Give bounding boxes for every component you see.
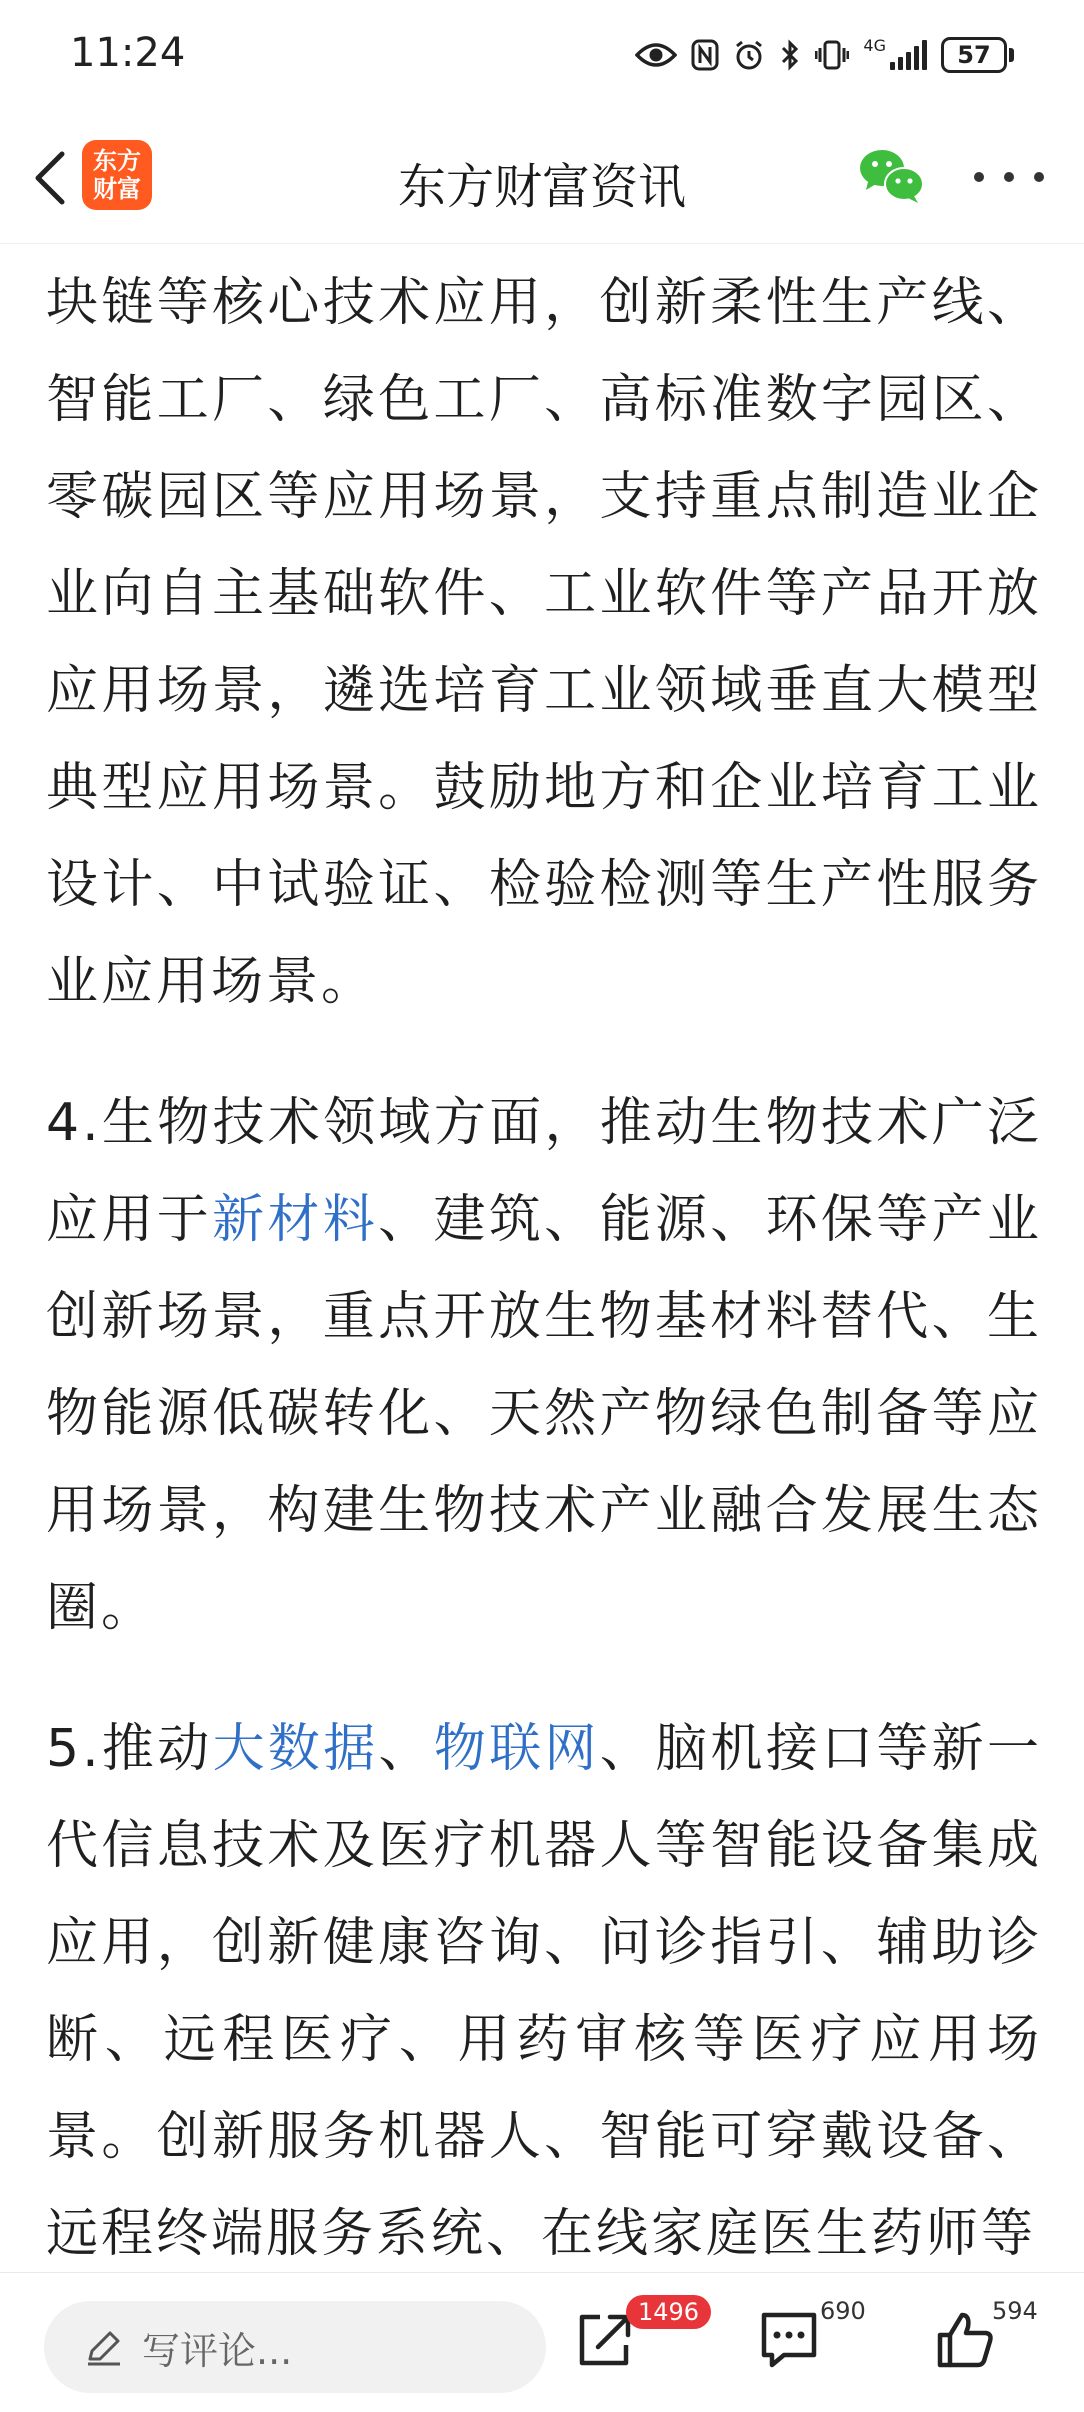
article-paragraph	[46, 1075, 1042, 1657]
paragraph-text: 、建筑、能源、环保等产业创新场景，重点开放生物基材料替代、生物能源低碳转化、天然产物绿色制备等应用场景，构建生物技术产业融合发展生态圈。	[46, 1190, 1042, 1638]
article-paragraph	[46, 244, 1042, 1031]
back-icon	[32, 150, 68, 206]
battery-level: 57	[941, 37, 1007, 73]
keyword-link[interactable]: 物联网	[433, 1719, 600, 1779]
status-bar	[0, 0, 1084, 110]
bluetooth-icon	[779, 39, 801, 71]
comment-button[interactable]	[758, 2297, 868, 2389]
bottom-action-bar	[0, 2272, 1084, 2412]
page-title: 东方财富资讯	[397, 159, 686, 215]
paragraph-text: 、脑机接口等新一代信息技术及医疗机器人等智能设备集成应用，创新健康咨询、问诊指引、辅助诊断、远程医疗、用药审核等医疗应用场景。创新服务机器人、智能可穿戴设备、远程终端服务系统、在线家庭医生药师等	[46, 1719, 1042, 2264]
comment-input[interactable]	[44, 2301, 546, 2393]
nfc-icon	[691, 39, 719, 71]
network-label: 4G	[863, 36, 886, 55]
app-logo[interactable]: 东方财富	[82, 140, 152, 210]
more-icon[interactable]	[974, 152, 1044, 202]
status-icons	[635, 30, 1014, 80]
pen-icon	[84, 2327, 124, 2367]
battery-icon	[941, 37, 1014, 73]
article-paragraph	[46, 1701, 1042, 2272]
wechat-icon	[858, 146, 924, 206]
paragraph-text: 4.生物技术领域方面，推动生物技术广泛应用于	[46, 1093, 1042, 1250]
paragraph-text: 等核心技术应用，创新柔性生产线、智能工厂、绿色工厂、高标准数字园区、零碳园区等应用场景，支持重点制造业企业向自主基础软件、工业软件等产品开放应用场景，遴选培育工业领域垂直大模型典型应用场景。鼓励地方和企业培育工业设计、中试验证、检验检测等生产性服务业应用场景。	[46, 273, 1042, 1012]
comment-count: 690	[820, 2297, 866, 2325]
paragraph-text: 5.推动	[46, 1719, 213, 1779]
app-header	[0, 110, 1084, 244]
paragraph-text: 、	[378, 1719, 434, 1779]
share-icon	[574, 2309, 634, 2371]
article-body	[0, 244, 1084, 2272]
status-time: 11:24	[70, 30, 186, 76]
wechat-share-button[interactable]	[858, 146, 924, 206]
paragraph-text: 块链	[46, 273, 157, 333]
keyword-link[interactable]: 大数据	[212, 1719, 379, 1779]
signal-icon	[890, 40, 927, 70]
keyword-link[interactable]: 新材料	[212, 1190, 379, 1250]
share-button[interactable]	[574, 2298, 700, 2389]
vibrate-icon	[815, 39, 849, 71]
eye-icon	[635, 40, 677, 70]
comment-icon	[758, 2309, 820, 2371]
back-button[interactable]	[20, 146, 80, 210]
comment-placeholder: 写评论...	[142, 2328, 293, 2373]
alarm-icon	[733, 39, 765, 71]
like-button[interactable]	[934, 2297, 1044, 2389]
like-count: 594	[992, 2297, 1038, 2325]
article-content	[46, 244, 1042, 2272]
like-icon	[934, 2309, 996, 2371]
share-count-badge: 1496	[626, 2295, 711, 2329]
